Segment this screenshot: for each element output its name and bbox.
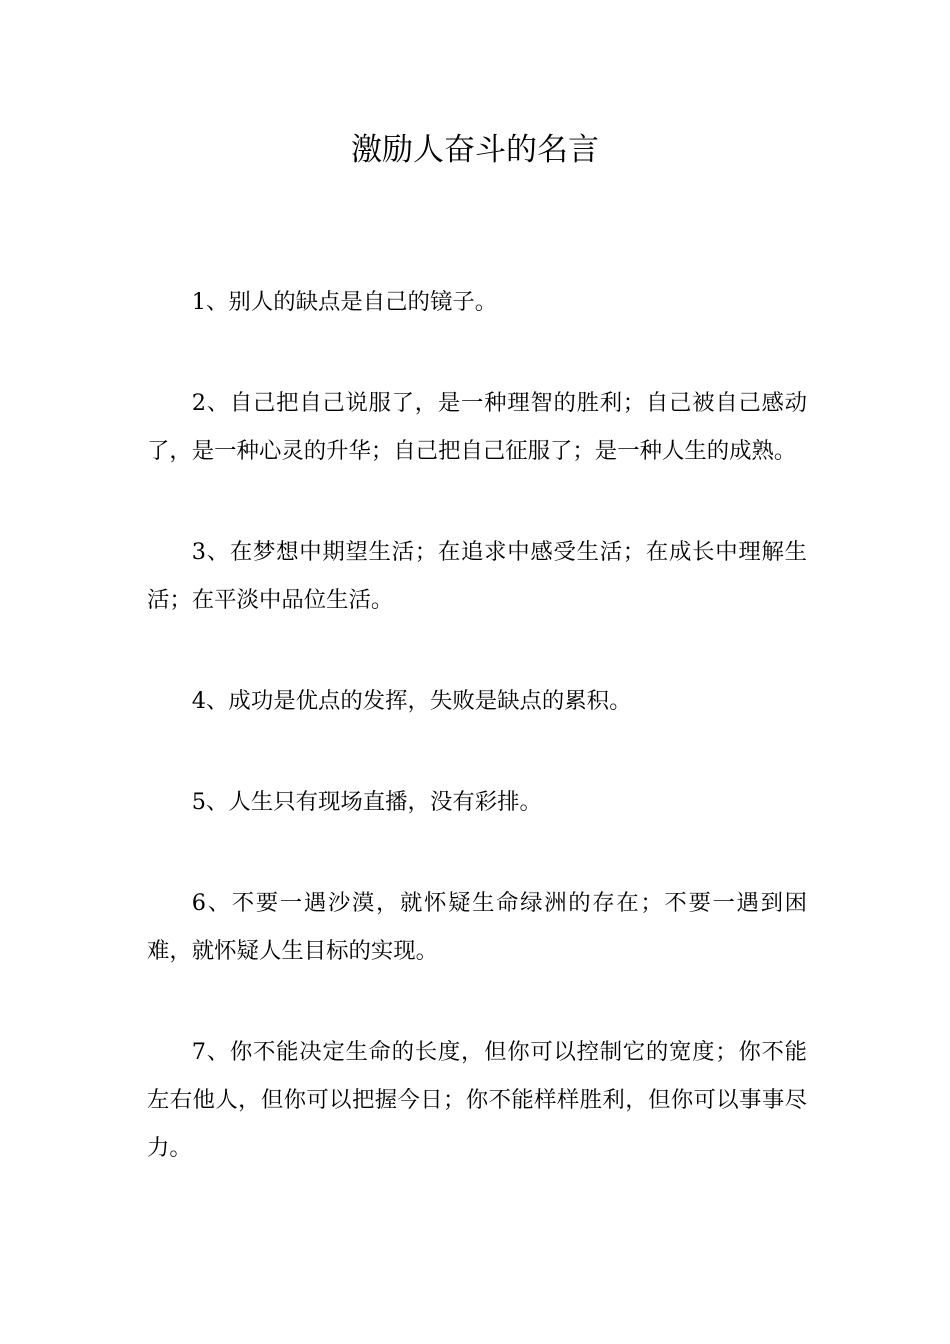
quote-item-7: 7、你不能决定生命的长度，但你可以控制它的宽度；你不能左右他人，但你可以把握今日；你不能样样胜利，但你可以事事尽力。 — [147, 1039, 807, 1161]
quote-item-2: 2、自己把自己说服了，是一种理智的胜利；自己被自己感动了，是一种心灵的升华；自己把自己征服了；是一种人生的成熟。 — [147, 390, 807, 464]
quote-list — [147, 278, 807, 1225]
quote-item-1: 1、别人的缺点是自己的镜子。 — [191, 289, 498, 315]
quote-item-3: 3、在梦想中期望生活；在追求中感受生活；在成长中理解生活；在平淡中品位生活。 — [147, 539, 807, 613]
document-title: 激励人奋斗的名言 — [351, 132, 599, 168]
quote-item-5: 5、人生只有现场直播，没有彩排。 — [191, 789, 542, 815]
quote-item-6: 6、不要一遇沙漠，就怀疑生命绿洲的存在；不要一遇到困难，就怀疑人生目标的实现。 — [147, 890, 807, 964]
quote-item-4: 4、成功是优点的发挥，失败是缺点的累积。 — [191, 688, 632, 714]
